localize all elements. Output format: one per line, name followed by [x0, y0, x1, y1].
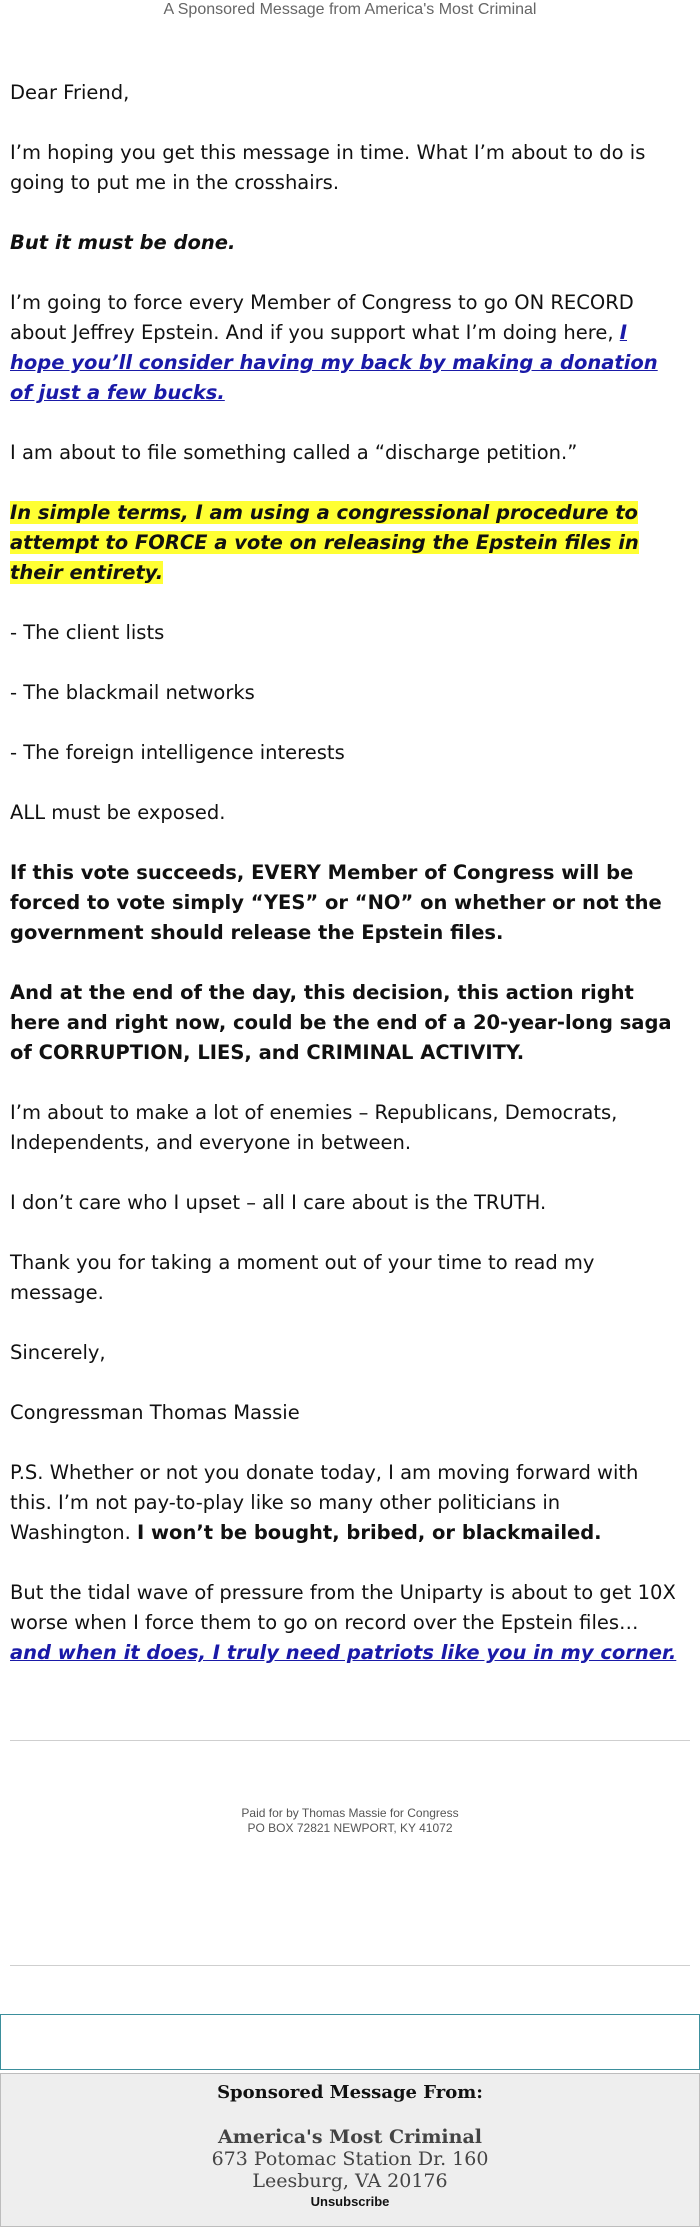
divider-bottom — [10, 1965, 690, 1966]
postscript — [10, 1458, 680, 1548]
paragraph-intro: I’m hoping you get this message in time. What I’m about to do is going to put me in the crosshairs. — [10, 141, 646, 194]
postscript-text: P.S. Whether or not you donate today, I am moving forward with this. I’m not pay-to-play like so many other politicians in Washington. — [10, 1461, 639, 1544]
list-item: - The client lists — [10, 621, 165, 644]
greeting: Dear Friend, — [10, 81, 130, 104]
paragraph-end-of-day: And at the end of the day, this decision, this action right here and right now, could be the end of a 20-year-long saga of CORRUPTION, LIES, and CRIMINAL ACTIVITY. — [10, 981, 672, 1064]
disclaimer-address: PO BOX 72821 NEWPORT, KY 41072 — [247, 1821, 453, 1835]
empty-bordered-box — [0, 2014, 700, 2070]
divider-top — [10, 1740, 690, 1741]
patriots-link[interactable]: and when it does, I truly need patriots like you in my corner. — [10, 1641, 677, 1664]
unsubscribe-link[interactable]: Unsubscribe — [310, 2194, 390, 2209]
paragraph-thank-you: Thank you for taking a moment out of your time to read my message. — [10, 1251, 595, 1304]
closing: Sincerely, — [10, 1341, 106, 1364]
paragraph-exposed: ALL must be exposed. — [10, 801, 226, 824]
donate-link[interactable]: I hope you’ll consider having my back by making a donation of just a few bucks. — [10, 321, 658, 404]
footer-heading: Sponsored Message From: — [217, 2082, 483, 2103]
disclaimer-line: Paid for by Thomas Massie for Congress — [241, 1806, 459, 1820]
paragraph-on-record — [10, 288, 680, 408]
postscript-bold: I won’t be bought, bribed, or blackmailed. — [137, 1521, 602, 1544]
paragraph-discharge-petition: I am about to file something called a “discharge petition.” — [10, 441, 578, 464]
highlighted-text: In simple terms, I am using a congressional procedure to attempt to FORCE a vote on releasing the Epstein files in their entirety. — [10, 501, 639, 584]
org-street: 673 Potomac Station Dr. 160 — [211, 2148, 489, 2170]
list-item: - The blackmail networks — [10, 681, 255, 704]
paragraph-on-record-text: I’m going to force every Member of Congress to go ON RECORD about Jeffrey Epstein. And if you support what I’m doing here, — [10, 291, 634, 344]
paragraph-must-be-done: But it must be done. — [10, 231, 236, 254]
signature: Congressman Thomas Massie — [10, 1401, 300, 1424]
list-item: - The foreign intelligence interests — [10, 741, 345, 764]
letter-body — [10, 78, 680, 1698]
paid-for-disclaimer — [0, 1806, 700, 1836]
paragraph-truth: I don’t care who I upset – all I care about is the TRUTH. — [10, 1191, 547, 1214]
paragraph-vote-succeeds: If this vote succeeds, EVERY Member of Congress will be forced to vote simply “YES” or “NO” on whether or not the government should release the Epstein files. — [10, 861, 662, 944]
sponsored-banner: A Sponsored Message from America's Most Criminal — [163, 1, 537, 18]
paragraph-enemies: I’m about to make a lot of enemies – Republicans, Democrats, Independents, and everyone in between. — [10, 1101, 618, 1154]
paragraph-final-text: But the tidal wave of pressure from the Uniparty is about to get 10X worse when I force them to go on record over the Epstein files… — [10, 1581, 676, 1634]
org-city: Leesburg, VA 20176 — [252, 2170, 448, 2192]
sponsor-footer — [0, 2073, 700, 2227]
paragraph-highlight — [10, 498, 680, 588]
org-name: America's Most Criminal — [218, 2126, 482, 2148]
paragraph-final — [10, 1578, 680, 1668]
